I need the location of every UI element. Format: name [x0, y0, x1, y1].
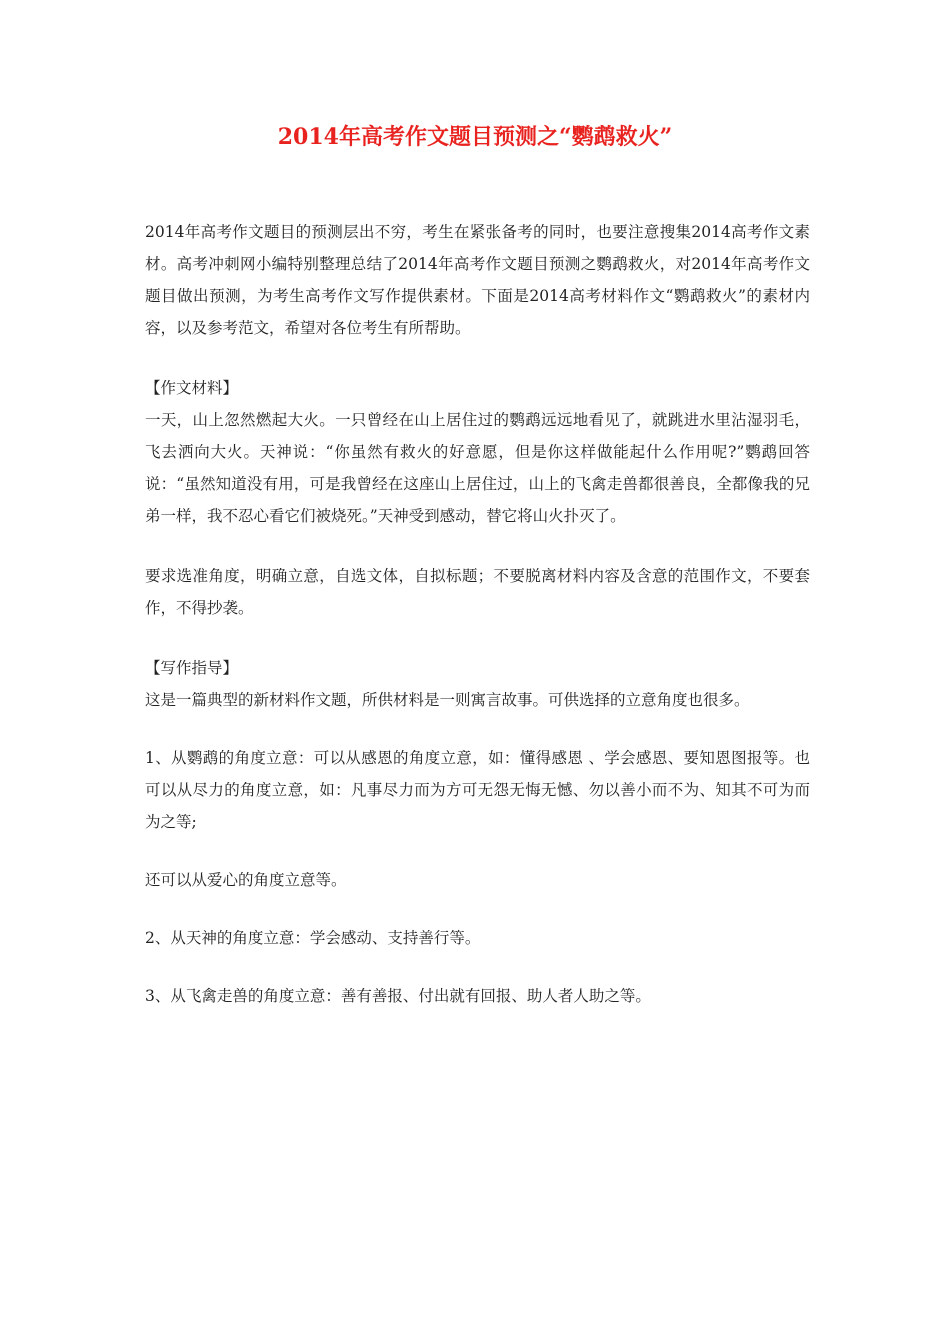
- section-heading-material: 【作文材料】: [145, 379, 239, 397]
- document-title: 2014年高考作文题目预测之“鹦鹉救火”: [277, 124, 673, 150]
- document-body: [145, 216, 810, 1038]
- guide-point-3: 3、从飞禽走兽的角度立意：善有善报、付出就有回报、助人者人助之等。: [145, 987, 651, 1005]
- guide-point-1-extra: 还可以从爱心的角度立意等。: [145, 871, 347, 889]
- guide-point-2: 2、从天神的角度立意：学会感动、支持善行等。: [145, 929, 481, 947]
- guide-point-1: 1、从鹦鹉的角度立意：可以从感恩的角度立意，如：懂得感恩 、学会感恩、要知恩图报等。也可以从尽力的角度立意，如：凡事尽力而为方可无怨无悔无憾、勿以善小而不为、知其不可为而为之等;: [145, 749, 810, 831]
- intro-paragraph: 2014年高考作文题目的预测层出不穷，考生在紧张备考的同时，也要注意搜集2014高考作文素材。高考冲刺网小编特别整理总结了2014年高考作文题目预测之鹦鹉救火，对2014年高考作文题目做出预测，为考生高考作文写作提供素材。下面是2014高考材料作文“鹦鹉救火”的素材内容，以及参考范文，希望对各位考生有所帮助。: [145, 223, 810, 337]
- guide-intro-paragraph: 这是一篇典型的新材料作文题，所供材料是一则寓言故事。可供选择的立意角度也很多。: [145, 691, 750, 709]
- section-heading-guide: 【写作指导】: [145, 659, 239, 677]
- material-requirement-paragraph: 要求选准角度，明确立意，自选文体，自拟标题；不要脱离材料内容及含意的范围作文，不要套作，不得抄袭。: [145, 567, 810, 617]
- material-story-paragraph: 一天，山上忽然燃起大火。一只曾经在山上居住过的鹦鹉远远地看见了，就跳进水里沾湿羽毛，飞去洒向大火。天神说：“你虽然有救火的好意愿，但是你这样做能起什么作用呢?”鹦鹉回答说：“虽然知道没有用，可是我曾经在这座山上居住过，山上的飞禽走兽都很善良，全都像我的兄弟一样，我不忍心看它们被烧死。”天神受到感动，替它将山火扑灭了。: [145, 411, 810, 525]
